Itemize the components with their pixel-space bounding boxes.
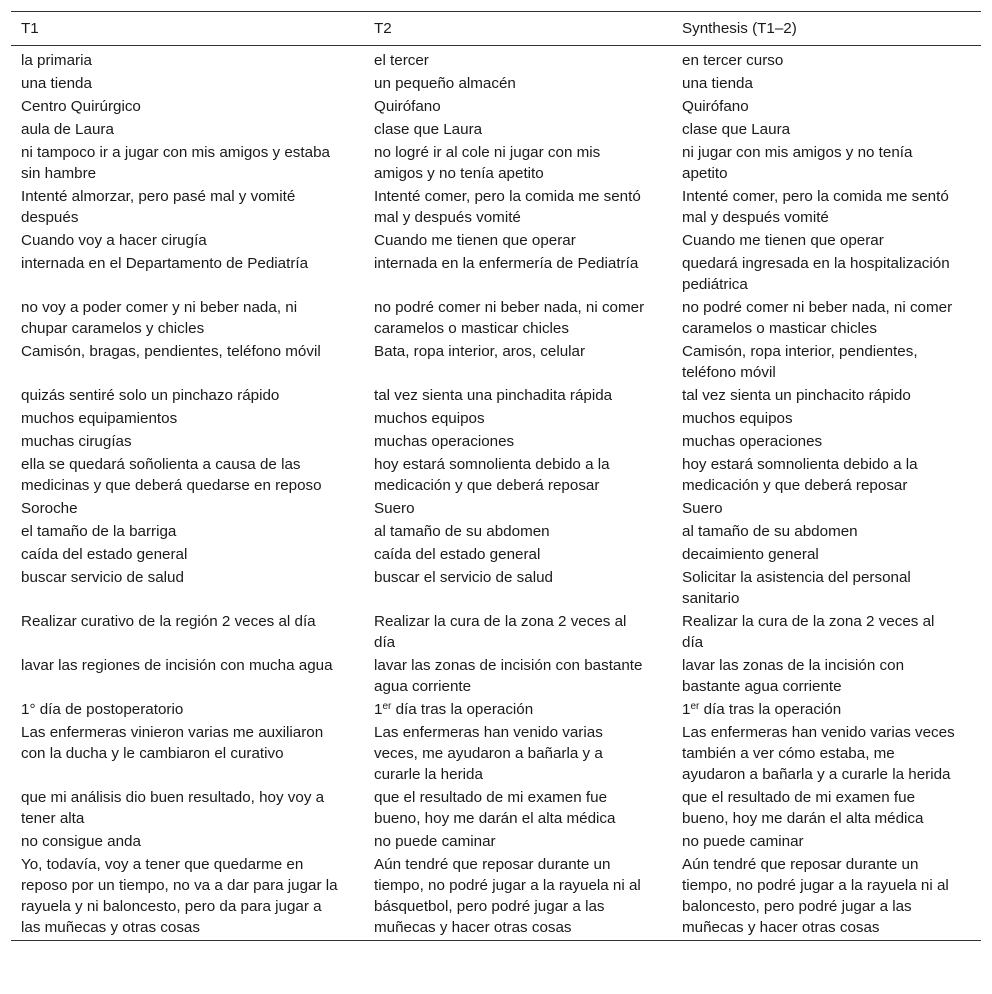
ordinal-superscript: er: [382, 701, 392, 712]
cell-t1: Soroche: [21, 500, 78, 517]
cell-t2: al tamaño de su abdomen: [374, 523, 550, 540]
table-row: [11, 786, 981, 830]
table-row: [11, 407, 981, 430]
cell-t1: Cuando voy a hacer cirugía: [21, 232, 207, 249]
cell-t1: Centro Quirúrgico: [21, 98, 141, 115]
cell-t2: Realizar la cura de la zona 2 veces al día: [374, 613, 627, 651]
cell-synthesis: al tamaño de su abdomen: [682, 523, 858, 540]
cell-synthesis: Quirófano: [682, 98, 749, 115]
cell-t1: que mi análisis dio buen resultado, hoy voy a tener alta: [21, 789, 325, 827]
cell-t2: no logré ir al cole ni jugar con mis amigos y no tenía apetito: [374, 144, 601, 182]
column-header-t2: T2: [374, 20, 392, 37]
cell-t2: el tercer: [374, 52, 429, 69]
cell-synthesis: no podré comer ni beber nada, ni comer caramelos o masticar chicles: [682, 299, 953, 337]
cell-t1: caída del estado general: [21, 546, 188, 563]
table-row: [11, 229, 981, 252]
cell-synthesis: hoy estará somnolienta debido a la medicación y que deberá reposar: [682, 456, 918, 494]
table-row: [11, 610, 981, 654]
cell-synthesis: muchas operaciones: [682, 433, 823, 450]
cell-t2: Intenté comer, pero la comida me sentó mal y después vomité: [374, 188, 641, 226]
cell-t1: Camisón, bragas, pendientes, teléfono móvil: [21, 343, 321, 360]
table-row: [11, 497, 981, 520]
cell-t2: muchos equipos: [374, 410, 485, 427]
header-row: [11, 12, 981, 46]
cell-t1: aula de Laura: [21, 121, 114, 138]
cell-synthesis: decaimiento general: [682, 546, 819, 563]
cell-text: 1: [682, 701, 691, 718]
table-row: [11, 118, 981, 141]
cell-t1: ella se quedará soñolienta a causa de las medicinas y que deberá quedarse en reposo: [21, 456, 322, 494]
cell-t1: muchas cirugías: [21, 433, 132, 450]
cell-t1: una tienda: [21, 75, 92, 92]
cell-synthesis: Suero: [682, 500, 723, 517]
table-row: [11, 296, 981, 340]
cell-t2: clase que Laura: [374, 121, 483, 138]
table-row: [11, 46, 981, 73]
cell-synthesis: Las enfermeras han venido varias veces también a ver cómo estaba, me ayudaron a bañarla y a curarle la herida: [682, 724, 955, 783]
cell-synthesis: Camisón, ropa interior, pendientes, teléfono móvil: [682, 343, 918, 381]
table-row: [11, 654, 981, 698]
table-row: [11, 698, 981, 721]
table-row: [11, 384, 981, 407]
cell-t1: buscar servicio de salud: [21, 569, 184, 586]
table-row: [11, 453, 981, 497]
cell-t2: Suero: [374, 500, 415, 517]
cell-t2: hoy estará somnolienta debido a la medicación y que deberá reposar: [374, 456, 610, 494]
table-row: [11, 853, 981, 941]
table-row: [11, 721, 981, 786]
table-row: [11, 72, 981, 95]
table-row: [11, 95, 981, 118]
cell-synthesis: clase que Laura: [682, 121, 791, 138]
column-header-synthesis: Synthesis (T1–2): [682, 20, 797, 37]
cell-synthesis: Intenté comer, pero la comida me sentó mal y después vomité: [682, 188, 949, 226]
cell-t2: tal vez sienta una pinchadita rápida: [374, 387, 613, 404]
cell-t2: que el resultado de mi examen fue bueno, hoy me darán el alta médica: [374, 789, 616, 827]
cell-synthesis: no puede caminar: [682, 833, 804, 850]
column-header-t1: T1: [21, 20, 39, 37]
cell-text: día tras la operación: [391, 701, 534, 718]
cell-synthesis: Realizar la cura de la zona 2 veces al día: [682, 613, 935, 651]
cell-t2: internada en la enfermería de Pediatría: [374, 255, 639, 272]
cell-t2: muchas operaciones: [374, 433, 515, 450]
cell-t1: internada en el Departamento de Pediatría: [21, 255, 309, 272]
cell-t1: muchos equipamientos: [21, 410, 178, 427]
cell-synthesis: ni jugar con mis amigos y no tenía apetito: [682, 144, 913, 182]
cell-t1: Intenté almorzar, pero pasé mal y vomité después: [21, 188, 296, 226]
cell-t1: 1° día de postoperatorio: [21, 701, 184, 718]
table-row: [11, 340, 981, 384]
table-row: [11, 185, 981, 229]
cell-t2: Aún tendré que reposar durante un tiempo, no podré jugar a la rayuela ni al básquetbol, pero podré jugar a las muñecas y hacer otras cosas: [374, 856, 641, 936]
cell-t1: quizás sentiré solo un pinchazo rápido: [21, 387, 280, 404]
cell-synthesis: tal vez sienta un pinchacito rápido: [682, 387, 911, 404]
cell-t1: ni tampoco ir a jugar con mis amigos y estaba sin hambre: [21, 144, 330, 182]
table-body: [11, 46, 981, 941]
cell-text: 1: [374, 701, 383, 718]
cell-t1: el tamaño de la barriga: [21, 523, 177, 540]
cell-synthesis: en tercer curso: [682, 52, 784, 69]
table-row: [11, 252, 981, 296]
table-row: [11, 830, 981, 853]
cell-synthesis: Solicitar la asistencia del personal sanitario: [682, 569, 911, 607]
ordinal-superscript: er: [690, 701, 700, 712]
table-container: [11, 11, 981, 941]
cell-t1: lavar las regiones de incisión con mucha agua: [21, 657, 333, 674]
table-row: [11, 520, 981, 543]
table-row: [11, 566, 981, 610]
cell-t2: un pequeño almacén: [374, 75, 516, 92]
cell-t1: Yo, todavía, voy a tener que quedarme en reposo por un tiempo, no va a dar para jugar la rayuela y ni baloncesto, pero da para jugar a las muñecas y otras cosas: [21, 856, 338, 936]
cell-synthesis: lavar las zonas de la incisión con bastante agua corriente: [682, 657, 905, 695]
cell-synthesis: [672, 698, 981, 721]
cell-t1: no consigue anda: [21, 833, 141, 850]
table-row: [11, 543, 981, 566]
cell-t2: [364, 698, 672, 721]
cell-t1: la primaria: [21, 52, 92, 69]
cell-t2: lavar las zonas de incisión con bastante agua corriente: [374, 657, 643, 695]
cell-t2: Las enfermeras han venido varias veces, me ayudaron a bañarla y a curarle la herida: [374, 724, 603, 783]
cell-t2: Cuando me tienen que operar: [374, 232, 576, 249]
cell-synthesis: quedará ingresada en la hospitalización pediátrica: [682, 255, 950, 293]
cell-t2: buscar el servicio de salud: [374, 569, 553, 586]
cell-text: día tras la operación: [699, 701, 842, 718]
cell-t2: no puede caminar: [374, 833, 496, 850]
cell-synthesis: Cuando me tienen que operar: [682, 232, 884, 249]
table-row: [11, 141, 981, 185]
cell-t2: Bata, ropa interior, aros, celular: [374, 343, 586, 360]
cell-t2: no podré comer ni beber nada, ni comer caramelos o masticar chicles: [374, 299, 645, 337]
translation-table: [11, 11, 981, 941]
cell-t2: Quirófano: [374, 98, 441, 115]
table-row: [11, 430, 981, 453]
cell-synthesis: Aún tendré que reposar durante un tiempo, no podré jugar a la rayuela ni al baloncesto, pero podré jugar a las muñecas y hacer otras cosas: [682, 856, 949, 936]
cell-t1: Las enfermeras vinieron varias me auxiliaron con la ducha y le cambiaron el curativo: [21, 724, 324, 762]
cell-t1: no voy a poder comer y ni beber nada, ni chupar caramelos y chicles: [21, 299, 298, 337]
cell-synthesis: muchos equipos: [682, 410, 793, 427]
cell-t2: caída del estado general: [374, 546, 541, 563]
cell-synthesis: que el resultado de mi examen fue bueno, hoy me darán el alta médica: [682, 789, 924, 827]
cell-synthesis: una tienda: [682, 75, 753, 92]
cell-t1: Realizar curativo de la región 2 veces al día: [21, 613, 316, 630]
